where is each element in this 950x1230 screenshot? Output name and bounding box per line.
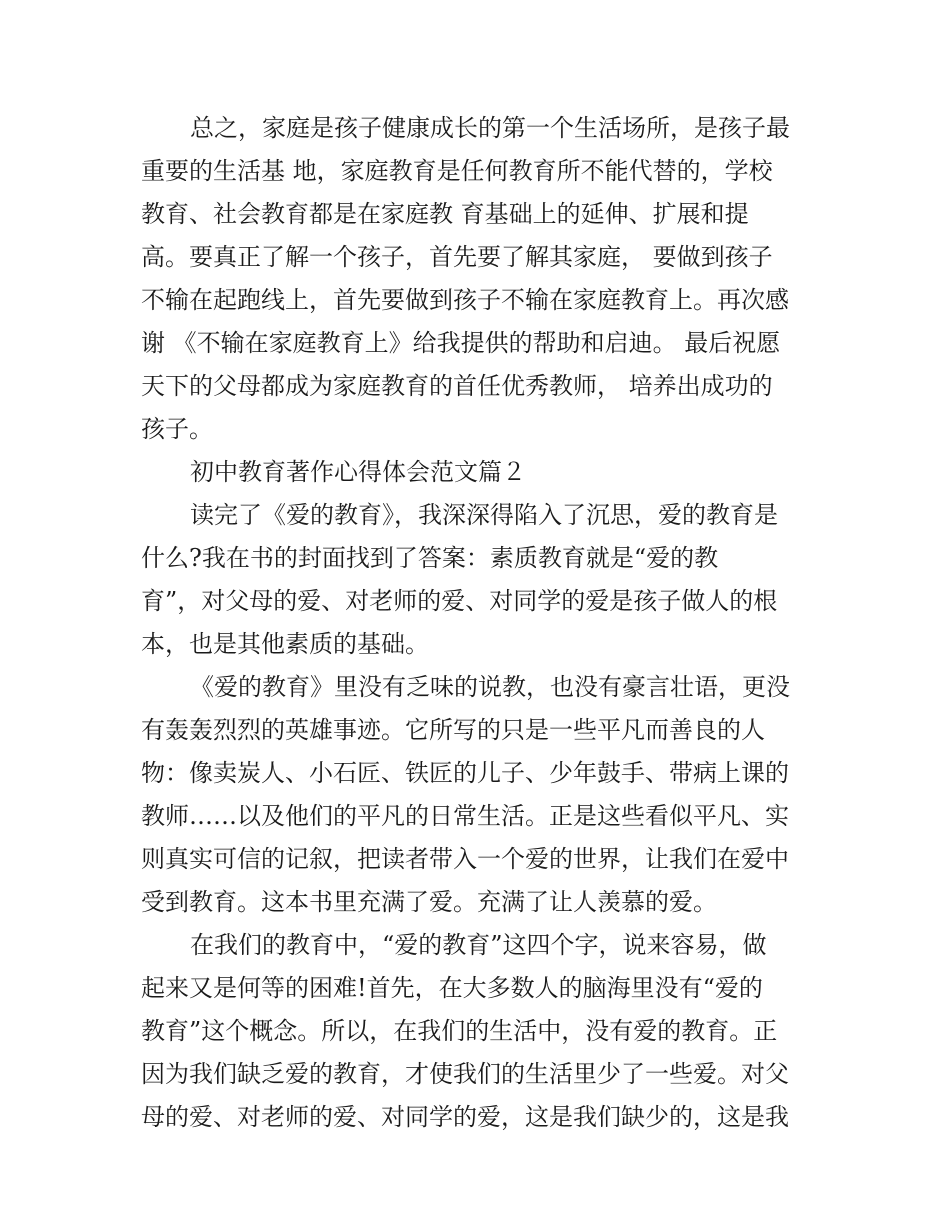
paragraph-1-line-7: 天下的父母都成为家庭教育的首任优秀教师， 培养出成功的 — [141, 372, 773, 400]
paragraph-1-line-8: 孩子。 — [141, 415, 213, 443]
paragraph-1-line-2: 重要的生活基 地，家庭教育是任何教育所不能代替的，学校 — [141, 157, 773, 185]
paragraph-3-line-4: 教师……以及他们的平凡的日常生活。正是这些看似平凡、实 — [141, 802, 789, 830]
paragraph-4-line-1: 在我们的教育中，“爱的教育”这四个字，说来容易，做 — [190, 931, 767, 959]
paragraph-4-line-5: 母的爱、对老师的爱、对同学的爱，这是我们缺少的，这是我 — [141, 1103, 789, 1131]
paragraph-2-line-1: 读完了《爱的教育》，我深深得陷入了沉思，爱的教育是 — [190, 501, 778, 529]
paragraph-3-line-1: 《爱的教育》里没有乏味的说教，也没有豪言壮语，更没 — [190, 673, 790, 701]
paragraph-4-line-3: 教育”这个概念。所以，在我们的生活中，没有爱的教育。正 — [141, 1017, 778, 1045]
paragraph-3-line-2: 有轰轰烈烈的英雄事迹。它所写的只是一些平凡而善良的人 — [141, 716, 765, 744]
paragraph-1-line-1: 总之，家庭是孩子健康成长的第一个生活场所，是孩子最 — [190, 114, 790, 142]
paragraph-3-line-6: 受到教育。这本书里充满了爱。充满了让人羡慕的爱。 — [141, 888, 717, 916]
paragraph-1-line-4: 高。要真正了解一个孩子，首先要了解其家庭， 要做到孩子 — [141, 243, 773, 271]
paragraph-2-line-2: 什么?我在书的封面找到了答案：素质教育就是“爱的教 — [141, 544, 719, 572]
paragraph-2-line-3: 育”，对父母的爱、对老师的爱、对同学的爱是孩子做人的根 — [141, 587, 778, 615]
section-heading: 初中教育著作心得体会范文篇２ — [190, 458, 526, 486]
paragraph-1-line-6: 谢 《不输在家庭教育上》给我提供的帮助和启迪。 最后祝愿 — [141, 329, 781, 357]
paragraph-2-line-4: 本，也是其他素质的基础。 — [141, 630, 429, 658]
paragraph-3-line-5: 则真实可信的记叙，把读者带入一个爱的世界，让我们在爱中 — [141, 845, 789, 873]
paragraph-1-line-3: 教育、社会教育都是在家庭教 育基础上的延伸、扩展和提 — [141, 200, 749, 228]
paragraph-4-line-2: 起来又是何等的困难!首先，在大多数人的脑海里没有“爱的 — [141, 974, 763, 1002]
paragraph-3-line-3: 物：像卖炭人、小石匠、铁匠的儿子、少年鼓手、带病上课的 — [141, 759, 789, 787]
paragraph-1-line-5: 不输在起跑线上，首先要做到孩子不输在家庭教育上。再次感 — [141, 286, 789, 314]
paragraph-4-line-4: 因为我们缺乏爱的教育，才使我们的生活里少了一些爱。对父 — [141, 1060, 789, 1088]
